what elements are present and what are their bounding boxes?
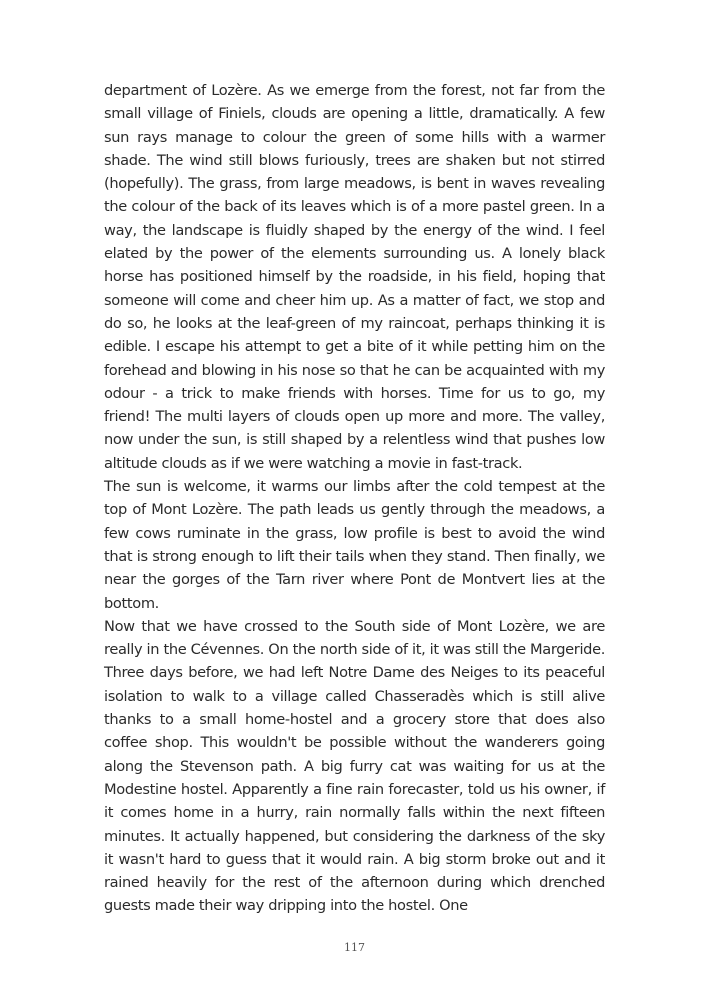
page-number: 117 — [344, 941, 365, 954]
paragraph-3: Now that we have crossed to the South side of Mont Lozère, we are really in the Cévennes. On the north side of it, it was still the Margeride. Three days before, we had left Notre Dame des Neiges to its peaceful isolation to walk to a village called Chasseradès which is still alive thanks to a small home-hostel and a grocery store that does also coffee shop. This wouldn't be possible without the wanderers going along the Stevenson path. A big furry cat was waiting for us at the Modestine hostel. Apparently a fine rain forecaster, told us his owner, if it comes home in a hurry, rain normally falls within the next fifteen minutes. It actually happened, but considering the darkness of the sky it wasn't hard to guess that it would rain. A big storm broke out and it rained heavily for the rest of the afternoon during which drenched guests made their way dripping into the hostel. One — [104, 617, 605, 915]
paragraph-1: department of Lozère. As we emerge from the forest, not far from the small village of Finiels, clouds are opening a little, dramatically. A few sun rays manage to colour the green of some hills with a warmer shade. The wind still blows furiously, trees are shaken but not stirred (hopefully). The grass, from large meadows, is bent in waves revealing the colour of the back of its leaves which is of a more pastel green. In a way, the landscape is fluidly shaped by the energy of the wind. I feel elated by the power of the elements surrounding us. A lonely black horse has positioned himself by the roadside, in his field, hoping that someone will come and cheer him up. As a matter of fact, we stop and do so, he looks at the leaf-green of my raincoat, perhaps thinking it is edible. I escape his attempt to get a bite of it while petting him on the forehead and blowing in his nose so that he can be acquainted with my odour - a trick to make friends with horses. Time for us to go, my friend! The multi layers of clouds open up more and more. The valley, now under the sun, is still shaped by a relentless wind that pushes low altitude clouds as if we were watching a movie in fast-track. — [104, 82, 605, 472]
body-text — [104, 79, 605, 918]
paragraph-2: The sun is welcome, it warms our limbs after the cold tempest at the top of Mont Lozère. The path leads us gently through the meadows, a few cows ruminate in the grass, low profile is best to avoid the wind that is strong enough to lift their tails when they stand. Then finally, we near the gorges of the Tarn river where Pont de Montvert lies at the bottom. — [104, 478, 605, 612]
